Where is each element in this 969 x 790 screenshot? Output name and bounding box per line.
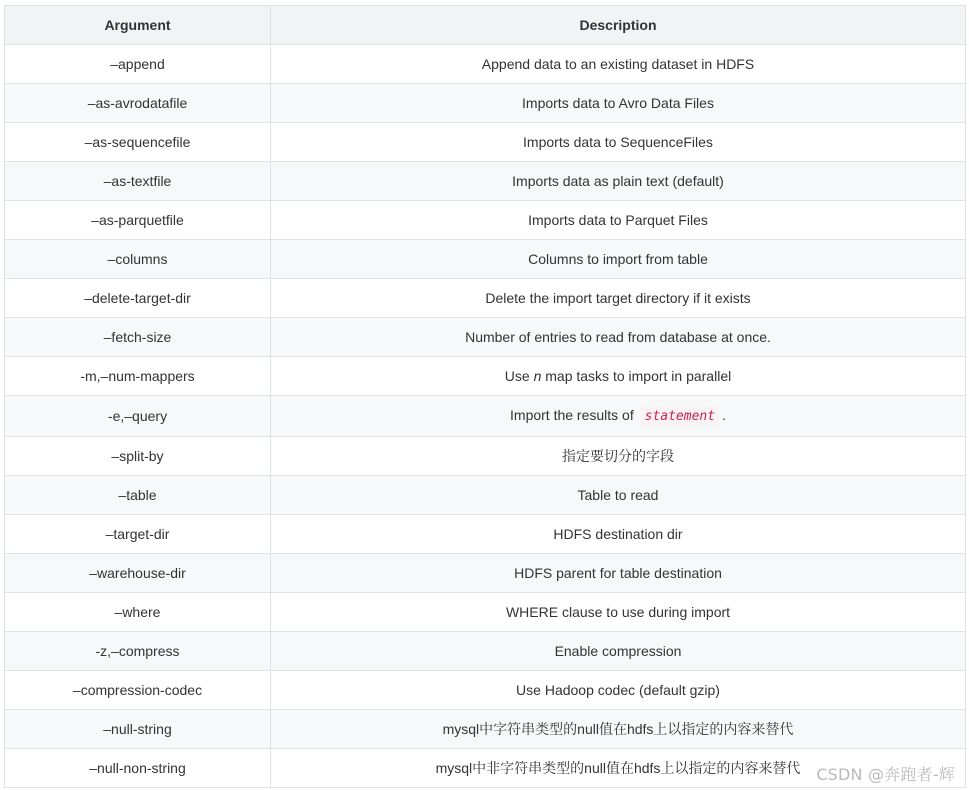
arguments-table bbox=[4, 5, 966, 788]
table-row bbox=[5, 45, 966, 84]
description-cell: HDFS parent for table destination bbox=[271, 554, 966, 593]
description-cell: Enable compression bbox=[271, 632, 966, 671]
argument-cell: –fetch-size bbox=[5, 318, 271, 357]
table-row bbox=[5, 357, 966, 396]
argument-cell: –where bbox=[5, 593, 271, 632]
table-header-row bbox=[5, 6, 966, 45]
header-argument: Argument bbox=[5, 6, 271, 45]
table-row bbox=[5, 201, 966, 240]
description-cell bbox=[271, 357, 966, 396]
description-cell: mysql中非字符串类型的null值在hdfs上以指定的内容来替代 bbox=[271, 749, 966, 788]
description-cell: Use Hadoop codec (default gzip) bbox=[271, 671, 966, 710]
description-cell: Delete the import target directory if it exists bbox=[271, 279, 966, 318]
arguments-table-container bbox=[4, 5, 965, 788]
argument-cell: -e,–query bbox=[5, 396, 271, 437]
argument-cell: –as-avrodatafile bbox=[5, 84, 271, 123]
description-cell: Imports data to Parquet Files bbox=[271, 201, 966, 240]
argument-cell: –as-textfile bbox=[5, 162, 271, 201]
argument-cell: –table bbox=[5, 476, 271, 515]
description-cell: Number of entries to read from database at once. bbox=[271, 318, 966, 357]
description-text: map tasks to import in parallel bbox=[541, 368, 732, 384]
argument-cell: –target-dir bbox=[5, 515, 271, 554]
table-row bbox=[5, 632, 966, 671]
description-cell bbox=[271, 396, 966, 437]
description-text: . bbox=[722, 407, 726, 423]
argument-cell: –columns bbox=[5, 240, 271, 279]
argument-cell: –compression-codec bbox=[5, 671, 271, 710]
table-row bbox=[5, 84, 966, 123]
description-cell: WHERE clause to use during import bbox=[271, 593, 966, 632]
argument-cell: –null-non-string bbox=[5, 749, 271, 788]
argument-cell: –delete-target-dir bbox=[5, 279, 271, 318]
header-description: Description bbox=[271, 6, 966, 45]
argument-cell: –as-parquetfile bbox=[5, 201, 271, 240]
table-row bbox=[5, 318, 966, 357]
table-row bbox=[5, 396, 966, 437]
argument-cell: –append bbox=[5, 45, 271, 84]
table-row bbox=[5, 240, 966, 279]
table-row bbox=[5, 554, 966, 593]
table-row bbox=[5, 279, 966, 318]
table-row bbox=[5, 515, 966, 554]
argument-cell: –split-by bbox=[5, 437, 271, 476]
table-row bbox=[5, 710, 966, 749]
table-row bbox=[5, 671, 966, 710]
description-text: Use bbox=[504, 368, 534, 384]
description-cell: Imports data to SequenceFiles bbox=[271, 123, 966, 162]
argument-cell: -m,–num-mappers bbox=[5, 357, 271, 396]
description-cell: Imports data to Avro Data Files bbox=[271, 84, 966, 123]
csdn-watermark: CSDN @奔跑者-辉 bbox=[816, 765, 955, 784]
table-row bbox=[5, 162, 966, 201]
description-cell: Append data to an existing dataset in HDFS bbox=[271, 45, 966, 84]
description-cell: Columns to import from table bbox=[271, 240, 966, 279]
table-row bbox=[5, 476, 966, 515]
table-row bbox=[5, 437, 966, 476]
description-cell: Table to read bbox=[271, 476, 966, 515]
table-row bbox=[5, 593, 966, 632]
table-row bbox=[5, 123, 966, 162]
argument-cell: –null-string bbox=[5, 710, 271, 749]
argument-cell: –as-sequencefile bbox=[5, 123, 271, 162]
description-cell: 指定要切分的字段 bbox=[271, 437, 966, 476]
variable-n: n bbox=[533, 368, 542, 384]
description-cell: Imports data as plain text (default) bbox=[271, 162, 966, 201]
description-cell: HDFS destination dir bbox=[271, 515, 966, 554]
description-cell: mysql中字符串类型的null值在hdfs上以指定的内容来替代 bbox=[271, 710, 966, 749]
description-text: Import the results of bbox=[510, 407, 638, 423]
statement-code: statement bbox=[641, 407, 719, 426]
argument-cell: –warehouse-dir bbox=[5, 554, 271, 593]
argument-cell: -z,–compress bbox=[5, 632, 271, 671]
